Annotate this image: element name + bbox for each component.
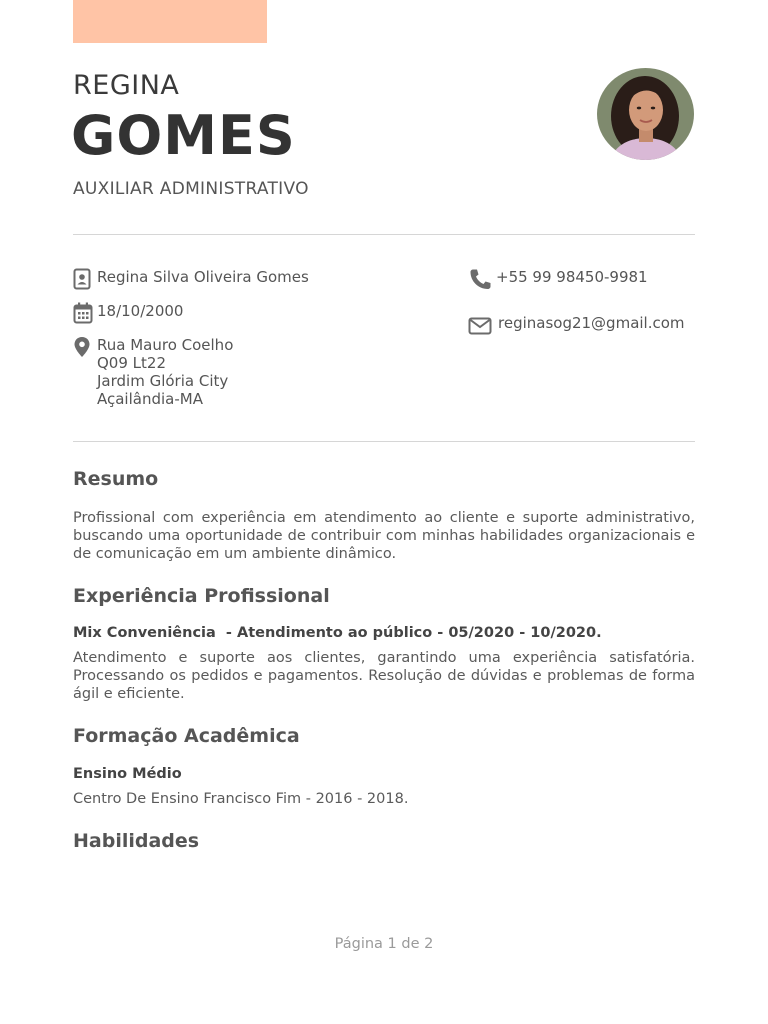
map-pin-icon bbox=[73, 336, 93, 358]
phone-icon bbox=[468, 268, 492, 290]
contact-birth-date bbox=[73, 302, 183, 324]
address-line: Q09 Lt22 bbox=[97, 354, 166, 372]
envelope-icon bbox=[468, 316, 494, 338]
contact-email bbox=[468, 314, 685, 338]
job-title: AUXILIAR ADMINISTRATIVO bbox=[73, 179, 309, 199]
contact-divider bbox=[73, 441, 695, 442]
last-name: GOMES bbox=[71, 104, 296, 167]
skills-title: Habilidades bbox=[73, 830, 200, 852]
birth-date-text: 18/10/2000 bbox=[97, 302, 184, 320]
address-line: Jardim Glória City bbox=[97, 372, 229, 390]
education-school: Centro De Ensino Francisco Fim - 2016 - 2018. bbox=[73, 791, 409, 807]
address-line: Açailândia-MA bbox=[97, 390, 203, 408]
header-divider bbox=[73, 234, 695, 235]
contact-full-name bbox=[73, 268, 309, 290]
first-name: REGINA bbox=[73, 70, 180, 101]
contact-address bbox=[73, 336, 233, 408]
job-heading: Mix Conveniência - Atendimento ao público - 05/2020 - 10/2020. bbox=[73, 625, 602, 641]
summary-text: Profissional com experiência em atendimento ao cliente e suporte administrativo, buscando uma oportunidade de contribuir com minhas habilidades organizacionais e de comunicação em um ambiente dinâmico. bbox=[73, 510, 695, 562]
experience-title: Experiência Profissional bbox=[73, 585, 330, 607]
education-level: Ensino Médio bbox=[73, 766, 182, 782]
calendar-icon bbox=[73, 302, 93, 324]
accent-bar bbox=[73, 0, 267, 43]
id-card-icon bbox=[73, 268, 93, 290]
phone-text: +55 99 98450-9981 bbox=[496, 268, 648, 286]
page-number: Página 1 de 2 bbox=[334, 936, 434, 952]
job-description: Atendimento e suporte aos clientes, garantindo uma experiência satisfatória. Processando os pedidos e pagamentos. Resolução de dúvidas e problemas de forma ágil e eficiente. bbox=[73, 650, 695, 702]
education-title: Formação Acadêmica bbox=[73, 725, 300, 747]
summary-title: Resumo bbox=[73, 468, 159, 490]
address-line: Rua Mauro Coelho bbox=[97, 336, 234, 354]
address-block bbox=[97, 336, 233, 408]
profile-photo bbox=[597, 68, 694, 160]
full-name-text: Regina Silva Oliveira Gomes bbox=[97, 268, 309, 286]
contact-phone bbox=[468, 268, 648, 290]
email-text: reginasog21@gmail.com bbox=[498, 314, 685, 332]
